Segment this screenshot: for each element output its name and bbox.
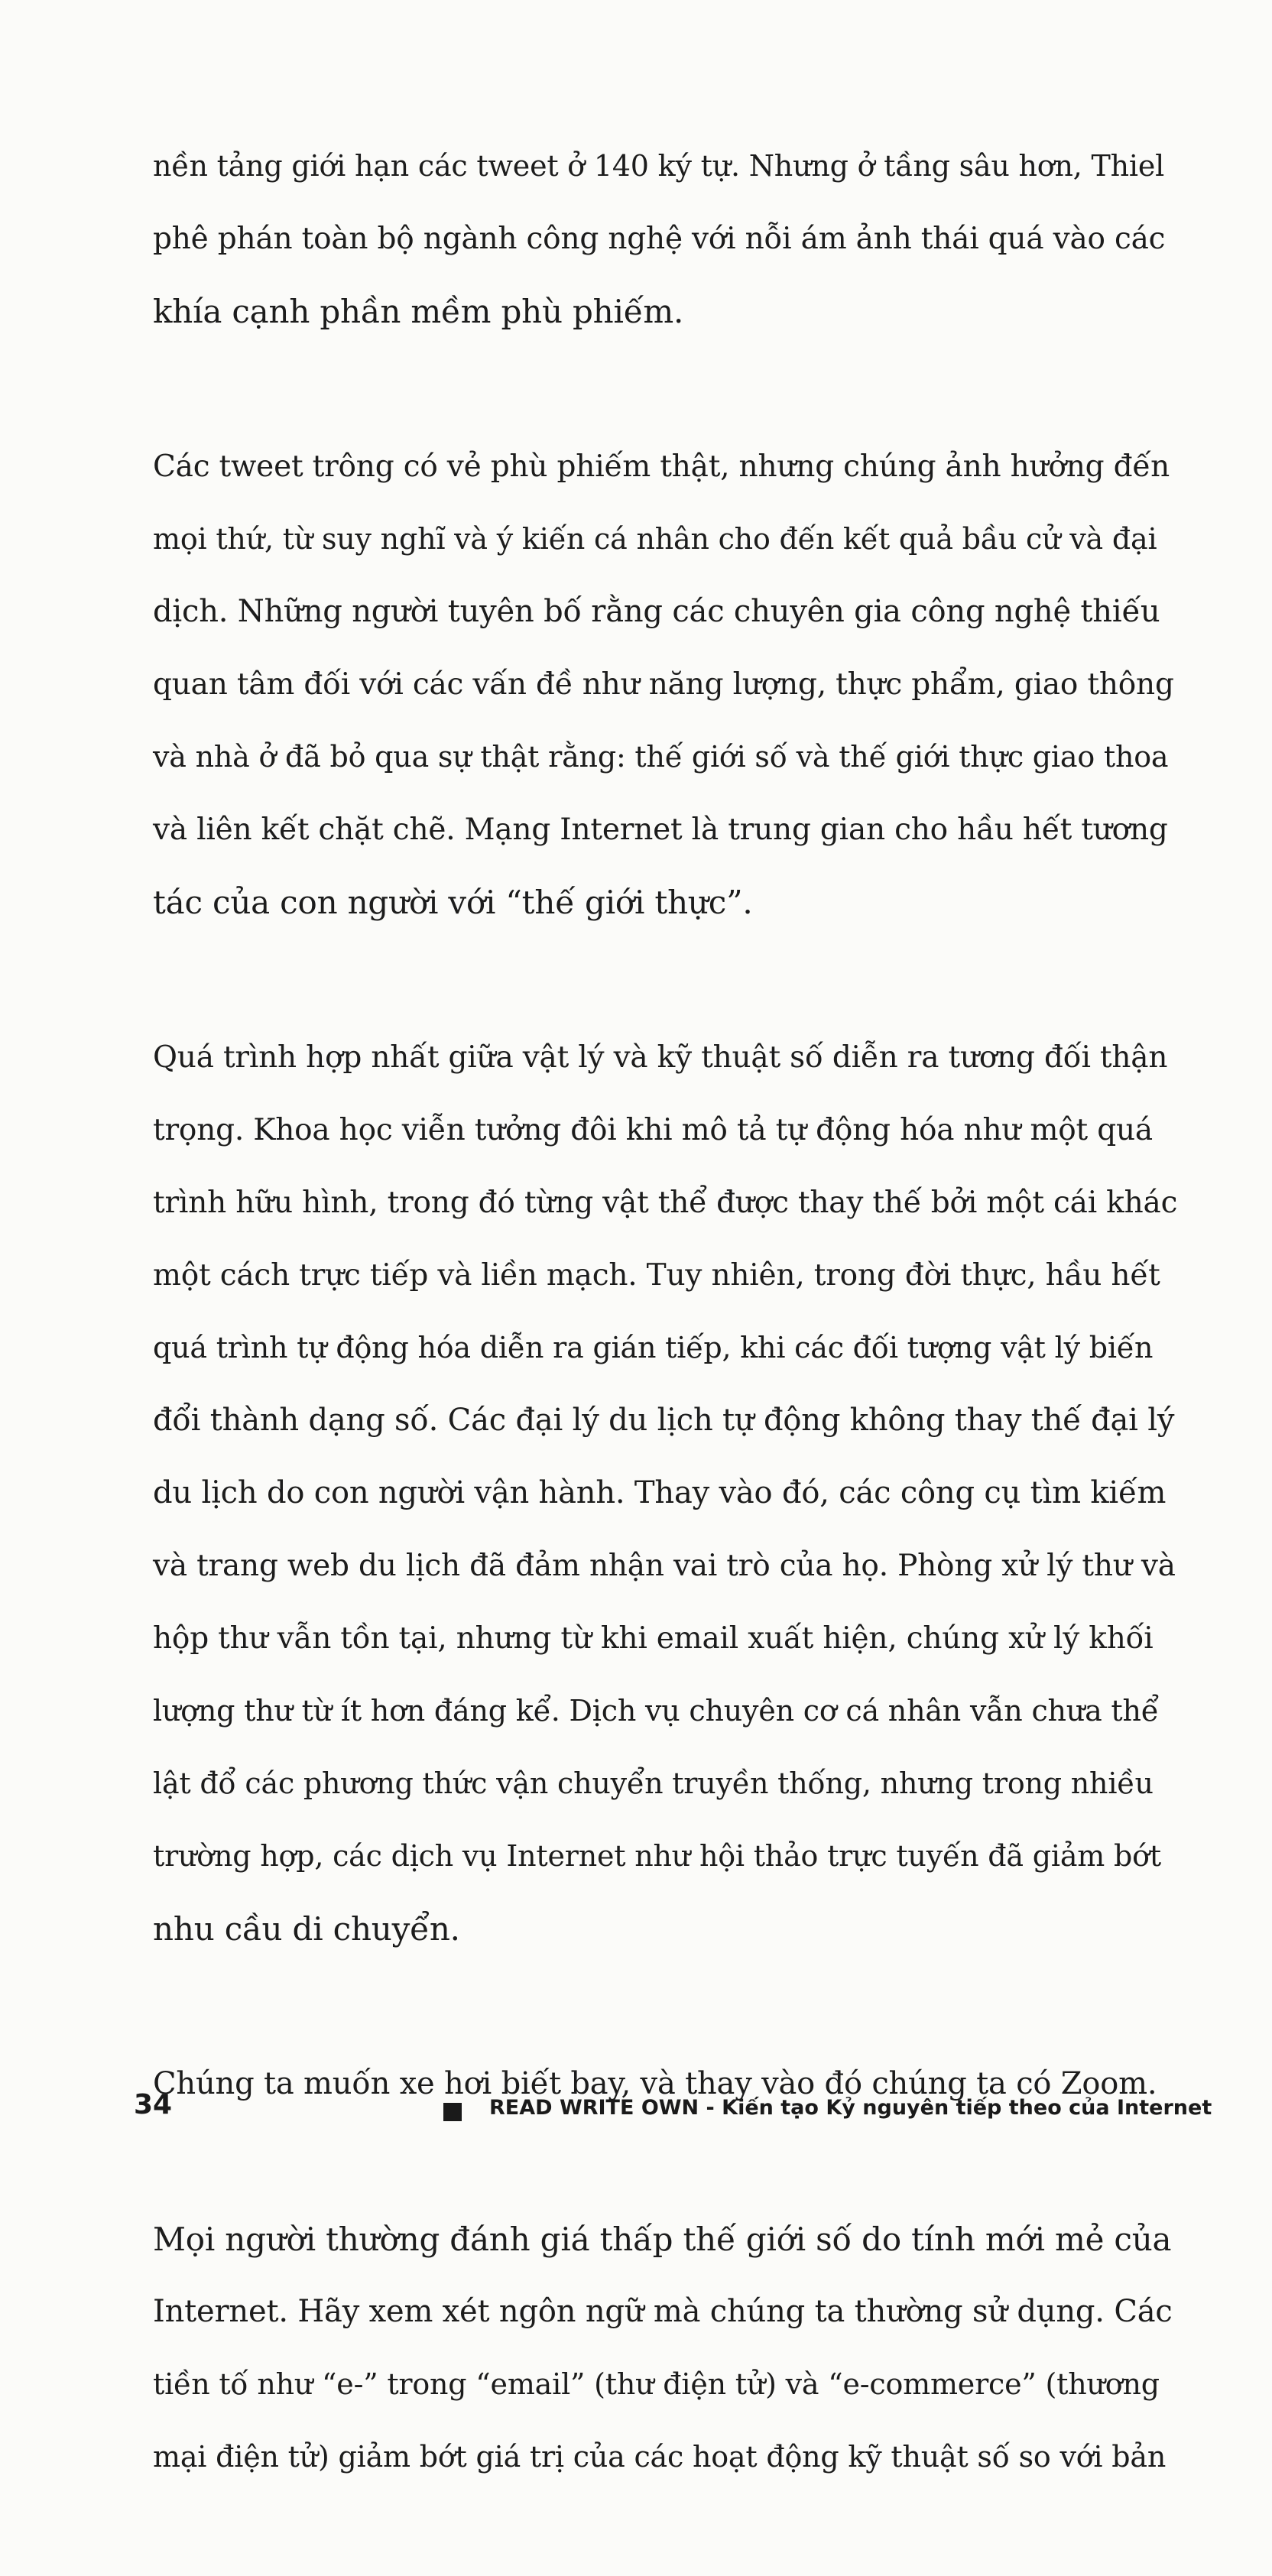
paragraph-2 [153, 430, 1177, 939]
text-line: mại điện tử) giảm bớt giá trị của các hoạt động kỹ thuật số so với bản [153, 2440, 1167, 2474]
paragraph-4 [153, 2048, 1177, 2120]
text-line: Các tweet trông có vẻ phù phiếm thật, nhưng chúng ảnh hưởng đến [153, 449, 1170, 484]
text-line: và trang web du lịch đã đảm nhận vai trò của họ. Phòng xử lý thư và [153, 1549, 1176, 1583]
text-line: khía cạnh phần mềm phù phiếm. [153, 293, 684, 330]
text-line: trọng. Khoa học viễn tưởng đôi khi mô tả tự động hóa như một quá [153, 1113, 1153, 1147]
paragraph-3 [153, 1021, 1177, 1965]
text-line: Chúng ta muốn xe hơi biết bay, và thay vào đó chúng ta có Zoom. [153, 2066, 1157, 2101]
text-line: trường hợp, các dịch vụ Internet như hội thảo trực tuyến đã giảm bớt [153, 1839, 1161, 1873]
text-line: nhu cầu di chuyển. [153, 1910, 460, 1948]
running-title: READ WRITE OWN - Kiến tạo Kỷ nguyên tiếp theo của Internet [489, 2096, 1212, 2120]
text-line: lật đổ các phương thức vận chuyển truyền thống, nhưng trong nhiều [153, 1767, 1154, 1800]
text-line: quá trình tự động hóa diễn ra gián tiếp, khi các đối tượng vật lý biến [153, 1331, 1154, 1364]
body-text [153, 130, 1177, 2576]
text-line: phê phán toàn bộ ngành công nghệ với nỗi ám ảnh thái quá vào các [153, 222, 1166, 256]
text-line: du lịch do con người vận hành. Thay vào đó, các công cụ tìm kiếm [153, 1475, 1167, 1510]
text-line: Mọi người thường đánh giá thấp thế giới số do tính mới mẻ của [153, 2221, 1172, 2258]
text-line: tác của con người với “thế giới thực”. [153, 884, 753, 921]
paragraph-1 [153, 130, 1177, 348]
text-line: trình hữu hình, trong đó từng vật thể được thay thế bởi một cái khác [153, 1186, 1178, 1220]
text-line: nền tảng giới hạn các tweet ở 140 ký tự. Nhưng ở tầng sâu hơn, Thiel [153, 149, 1165, 183]
text-line: quan tâm đối với các vấn đề như năng lượng, thực phẩm, giao thông [153, 667, 1174, 702]
text-line: và liên kết chặt chẽ. Mạng Internet là trung gian cho hầu hết tương [153, 813, 1168, 847]
text-line: hộp thư vẫn tồn tại, nhưng từ khi email xuất hiện, chúng xử lý khối [153, 1621, 1154, 1656]
text-line: lượng thư từ ít hơn đáng kể. Dịch vụ chuyên cơ cá nhân vẫn chưa thể [153, 1694, 1159, 1728]
text-line: mọi thứ, từ suy nghĩ và ý kiến cá nhân cho đến kết quả bầu cử và đại [153, 522, 1157, 556]
text-line: Internet. Hãy xem xét ngôn ngữ mà chúng ta thường sử dụng. Các [153, 2294, 1173, 2329]
paragraph-5 [153, 2203, 1177, 2493]
page-number: 34 [134, 2089, 173, 2120]
text-line: Quá trình hợp nhất giữa vật lý và kỹ thuật số diễn ra tương đối thận [153, 1040, 1168, 1075]
text-line: đổi thành dạng số. Các đại lý du lịch tự động không thay thế đại lý [153, 1403, 1175, 1438]
text-line: tiền tố như “e-” trong “email” (thư điện tử) và “e-commerce” (thương [153, 2367, 1160, 2401]
text-line: dịch. Những người tuyên bố rằng các chuyên gia công nghệ thiếu [153, 594, 1160, 629]
text-line: một cách trực tiếp và liền mạch. Tuy nhiên, trong đời thực, hầu hết [153, 1258, 1160, 1293]
text-line: và nhà ở đã bỏ qua sự thật rằng: thế giới số và thế giới thực giao thoa [153, 740, 1169, 774]
